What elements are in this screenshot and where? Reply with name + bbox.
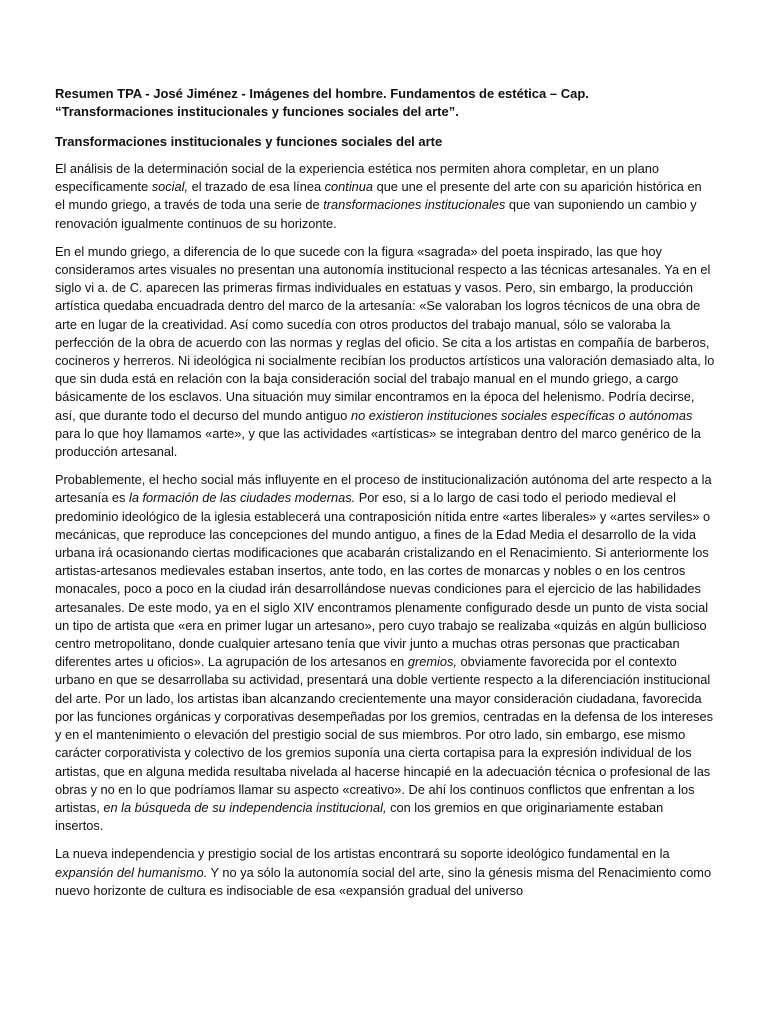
paragraph bbox=[55, 471, 715, 835]
italic-text: continua bbox=[324, 179, 374, 195]
italic-text: no existieron instituciones sociales específicas o autónomas bbox=[350, 407, 693, 423]
document-title-line-1: Resumen TPA - José Jiménez - Imágenes del hombre. Fundamentos de estética – Cap. bbox=[55, 86, 589, 101]
text-run: con los gremios en que originariamente estaban insertos. bbox=[55, 799, 664, 834]
italic-text: social, bbox=[151, 179, 189, 195]
paragraph bbox=[55, 243, 715, 461]
text-run: La nueva independencia y prestigio social de los artistas encontrará su soporte ideológico fundamental en la bbox=[55, 846, 670, 862]
italic-text: transformaciones institucionales bbox=[323, 197, 506, 213]
document-title bbox=[55, 85, 715, 121]
text-run: obviamente favorecida por el contexto urbano en que se desarrollaba su actividad, presentará una doble vertiente respecto a la diferenciación institucional del arte. Por un lado, los artistas iban alcanzando crecientemente una mayor consideración ciudadana, favorecida por las funciones orgánicas y corporativas desempeñadas por los gremios, centradas en la defensa de los intereses y en el mantenimiento o elevación del prestigio social de sus miembros. Por otro lado, sin embargo, ese mismo carácter corporativista y colectivo de los gremios suponía una cierta cortapisa para la expresión individual de los artistas, que en alguna medida resultaba nivelada al hacerse hincapié en la adecuación técnica o profesional de las obras y no en lo que podríamos llamar su aspecto «creativo». De ahí los continuos conflictos que enfrentan a los artistas, bbox=[55, 654, 713, 815]
text-run: que une el presente del arte con su aparición histórica en el mundo griego, a través de toda una serie de bbox=[55, 179, 702, 213]
italic-text: expansión del humanismo. bbox=[55, 864, 208, 880]
italic-text: en la búsqueda de su independencia institucional, bbox=[103, 799, 387, 815]
document-title-line-2: “Transformaciones institucionales y funciones sociales del arte”. bbox=[55, 104, 459, 119]
paragraph bbox=[55, 160, 715, 233]
document-page bbox=[55, 85, 715, 910]
text-run: Por eso, si a lo largo de casi todo el periodo medieval el predominio ideológico de la iglesia establecerá una contraposición nítida entre «artes liberales» y «artes serviles» o mecánicas, que reproduce las concepciones del mundo antiguo, a fines de la Edad Media el desarrollo de la vida urbana irá ocasionando ciertas modificaciones que acabarán cristalizando en el Renacimiento. Si anteriormente los artistas-artesanos medievales estaban insertos, ante todo, en las cortes de monarcas y nobles o en los centros monacales, poco a poco en la ciudad irán desarrollándose nuevas condiciones para el ejercicio de las habilidades artesanales. De este modo, ya en el siglo XIV encontramos plenamente configurado desde un punto de vista social un tipo de artista que «era en primer lugar un artesano», pero cuyo trabajo se realizaba «quizás en algún bullicioso centro metropolitano, donde cualquier artesano tenía que vivir junto a muchas otras personas que practicaban diferentes artes u oficios». La agrupación de los artesanos en bbox=[55, 490, 711, 670]
text-run: que van suponiendo un cambio y renovación igualmente continuos de su horizonte. bbox=[55, 197, 697, 231]
text-run: Probablemente, el hecho social más influyente en el proceso de institucionalización autónoma del arte respecto a la artesanía es bbox=[55, 472, 712, 506]
text-run: Y no ya sólo la autonomía social del arte, sino la génesis misma del Renacimiento como nuevo horizonte de cultura es indisociable de esa «expansión gradual del universo bbox=[55, 864, 712, 898]
text-run: el trazado de esa línea bbox=[188, 179, 325, 195]
paragraph bbox=[55, 845, 715, 900]
text-run: En el mundo griego, a diferencia de lo que sucede con la figura «sagrada» del poeta inspirado, las que hoy consideramos artes visuales no presentan una autonomía institucional respecto a las técnicas artesanales. Ya en el siglo vi a. de C. aparecen las primeras firmas individuales en estatuas y vasos. Pero, sin embargo, la producción artística quedaba encuadrada dentro del marco de la artesanía: «Se valoraban los logros técnicos de una obra de arte en lugar de la creatividad. Así como sucedía con otros productos del trabajo manual, sólo se valoraba la perfección de la obra de acuerdo con las normas y reglas del oficio. Se cita a los artistas en compañía de barberos, cocineros y herreros. Ni ideológica ni socialmente recibían los productos artísticos una valoración demasiado alta, lo que sin duda está en relación con la baja consideración social del trabajo manual en el mundo griego, a cargo básicamente de los esclavos. Una situación muy similar encontramos en la época del helenismo. Podría decirse, así, que durante todo el decurso del mundo antiguo bbox=[55, 243, 715, 423]
text-run: para lo que hoy llamamos «arte», y que las actividades «artísticas» se integraban dentro del marco genérico de la producción artesanal. bbox=[55, 425, 701, 460]
document-body bbox=[55, 160, 715, 900]
italic-text: la formación de las ciudades modernas. bbox=[128, 490, 356, 506]
italic-text: gremios, bbox=[407, 654, 457, 670]
text-run: El análisis de la determinación social de la experiencia estética nos permiten ahora completar, en un plano específicamente bbox=[55, 161, 659, 195]
section-heading: Transformaciones institucionales y funciones sociales del arte bbox=[55, 134, 443, 149]
